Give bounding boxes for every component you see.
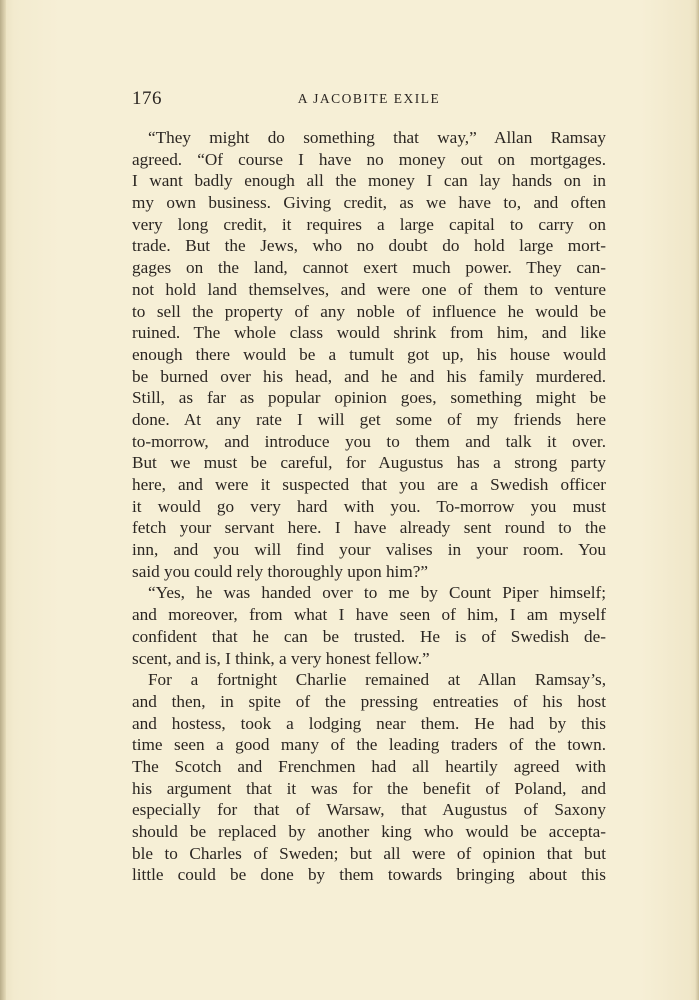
text-line: especially for that of Warsaw, that Augustus of Saxony <box>132 800 606 820</box>
text-line: not hold land themselves, and were one of them to venture <box>132 279 606 299</box>
page-header <box>132 88 606 114</box>
body-text <box>132 127 606 886</box>
page-gutter <box>0 0 6 1000</box>
text-line: enough there would be a tumult got up, his house would <box>132 344 606 364</box>
text-line: Still, as far as popular opinion goes, something might be <box>132 388 606 408</box>
text-line: said you could rely thoroughly upon him?” <box>132 561 428 581</box>
text-line: confident that he can be trusted. He is of Swedish de- <box>132 626 606 646</box>
text-line: little could be done by them towards bringing about this <box>132 865 606 885</box>
text-line: his argument that it was for the benefit of Poland, and <box>132 778 606 798</box>
text-line: fetch your servant here. I have already sent round to the <box>132 518 606 538</box>
running-title: A JACOBITE EXILE <box>297 91 441 106</box>
text-line: ble to Charles of Sweden; but all were of opinion that but <box>132 843 606 863</box>
text-line: “They might do something that way,” Allan Ramsay <box>148 128 606 147</box>
text-line: For a fortnight Charlie remained at Allan Ramsay’s, <box>148 670 606 690</box>
text-line: gages on the land, cannot exert much power. They can- <box>132 258 606 278</box>
text-line: it would go very hard with you. To-morrow you must <box>132 496 606 516</box>
text-line: be burned over his head, and he and his family murdered. <box>132 366 606 386</box>
text-line: scent, and is, I think, a very honest fellow.” <box>132 648 430 668</box>
text-line: trade. But the Jews, who no doubt do hold large mort- <box>132 236 606 256</box>
page-edge <box>695 0 699 1000</box>
text-line: here, and were it suspected that you are a Swedish officer <box>132 475 606 494</box>
text-line: to sell the property of any noble of influence he would be <box>132 301 606 321</box>
text-line: and then, in spite of the pressing entreaties of his host <box>132 691 606 711</box>
text-line: “Yes, he was handed over to me by Count Piper himself; <box>148 583 606 603</box>
text-line: time seen a good many of the leading traders of the town. <box>132 735 606 755</box>
text-line: done. At any rate I will get some of my friends here <box>132 409 606 429</box>
page-number: 176 <box>132 88 162 109</box>
text-line: and hostess, took a lodging near them. He had by this <box>132 713 606 733</box>
text-line: to-morrow, and introduce you to them and talk it over. <box>132 431 606 451</box>
text-line: ruined. The whole class would shrink from him, and like <box>132 323 606 343</box>
text-line: and moreover, from what I have seen of him, I am myself <box>132 605 606 625</box>
text-line: The Scotch and Frenchmen had all heartily agreed with <box>132 756 606 776</box>
text-line: very long credit, it requires a large capital to carry on <box>132 214 606 234</box>
text-line: inn, and you will find your valises in your room. You <box>132 540 606 560</box>
text-line: should be replaced by another king who would be accepta- <box>132 822 606 841</box>
text-line: I want badly enough all the money I can lay hands on in <box>132 171 606 191</box>
text-line: agreed. “Of course I have no money out on mortgages. <box>132 149 606 169</box>
text-line: my own business. Giving credit, as we have to, and often <box>132 193 606 213</box>
text-line: But we must be careful, for Augustus has a strong party <box>132 453 606 473</box>
